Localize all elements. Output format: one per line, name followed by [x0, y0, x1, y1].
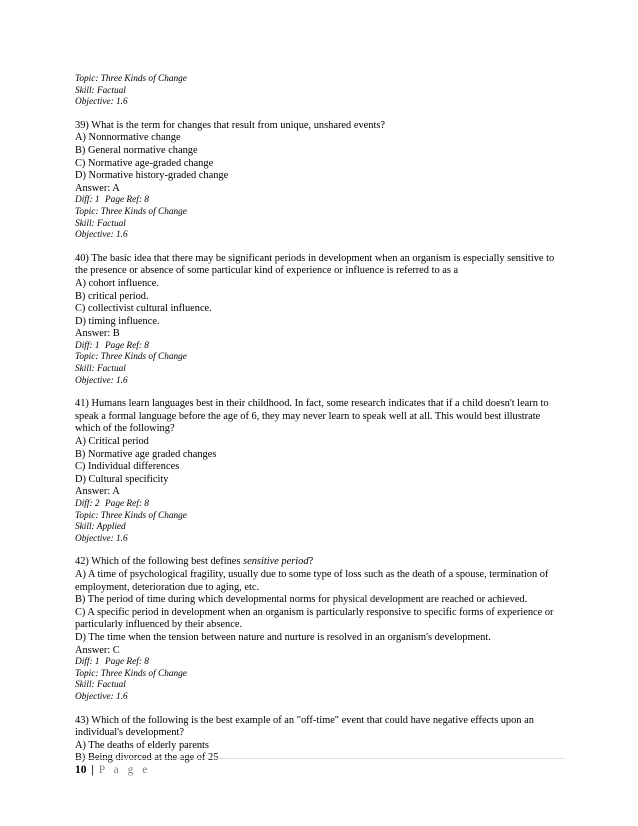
question-meta [75, 499, 565, 545]
answer-option: B) General normative change [75, 144, 198, 156]
meta-pageref: Page Ref: 8 [105, 195, 149, 206]
meta-objective: Objective: 1.6 [75, 97, 128, 108]
answer-option: A) Nonnormative change [75, 132, 181, 144]
header-meta [75, 74, 565, 109]
question-text: 40) The basic idea that there may be significant periods in development when an organism is especially sensitive to the presence or absence of some particular kind of experience or influence is referred to as a [75, 252, 555, 277]
answer-option: C) collectivist cultural influence. [75, 303, 212, 315]
page-label: P a g e [98, 764, 151, 776]
meta-topic: Topic: Three Kinds of Change [75, 510, 187, 521]
answer-option: C) Normative age-graded change [75, 157, 214, 169]
correct-answer: Answer: C [75, 644, 120, 656]
meta-diff: Diff: 2 [75, 499, 100, 509]
answer-option: D) The time when the tension between nature and nurture is resolved in an organism's development. [75, 631, 491, 643]
meta-topic: Topic: Three Kinds of Change [75, 352, 187, 363]
question-text: 39) What is the term for changes that result from unique, unshared events? [75, 119, 385, 131]
answer-option: B) The period of time during which developmental norms for physical development are reached or achieved. [75, 594, 528, 606]
meta-diff: Diff: 1 [75, 195, 100, 206]
meta-objective: Objective: 1.6 [75, 230, 128, 241]
question-text: 43) Which of the following is the best example of an "off-time" event that could have negative effects upon an individual's development? [75, 714, 534, 739]
correct-answer: Answer: A [75, 486, 120, 498]
meta-diff: Diff: 1 [75, 657, 100, 668]
answer-option: C) A specific period in development when an organism is particularly responsive to specific forms of experience or particularly influenced by their absence. [75, 606, 554, 631]
question-meta [75, 195, 565, 241]
question-text-start: 42) Which of the following best defines [75, 556, 244, 568]
meta-skill: Skill: Factual [75, 85, 126, 96]
meta-diff: Diff: 1 [75, 340, 100, 351]
meta-objective: Objective: 1.6 [75, 375, 128, 386]
answer-option: A) The deaths of elderly parents [75, 739, 209, 751]
answer-option: D) Normative history-graded change [75, 170, 229, 182]
meta-skill: Skill: Factual [75, 218, 126, 229]
meta-pageref: Page Ref: 8 [105, 499, 149, 509]
answer-option: A) cohort influence. [75, 277, 159, 289]
answer-option: A) A time of psychological fragility, usually due to some type of loss such as the death of a spouse, termination of employment, deterioration due to aging, etc. [75, 568, 549, 593]
meta-pageref: Page Ref: 8 [105, 657, 149, 668]
question-text: 41) Humans learn languages best in their childhood. In fact, some research indicates that if a child doesn't learn to speak a formal language before the age of 6, they may never learn to speak well at all. This would best illustrate which of the following? [75, 398, 549, 435]
question-block [75, 253, 565, 388]
meta-skill: Skill: Factual [75, 364, 126, 375]
answer-option: B) Normative age graded changes [75, 448, 217, 460]
meta-topic: Topic: Three Kinds of Change [75, 74, 187, 84]
answer-option: C) Individual differences [75, 461, 180, 473]
correct-answer: Answer: B [75, 328, 120, 340]
meta-topic: Topic: Three Kinds of Change [75, 668, 187, 679]
question-block [75, 120, 565, 242]
page-footer [75, 758, 565, 777]
correct-answer: Answer: A [75, 182, 120, 194]
page-content [75, 74, 565, 765]
meta-objective: Objective: 1.6 [75, 691, 128, 702]
question-meta [75, 341, 565, 387]
answer-option: D) timing influence. [75, 315, 160, 327]
answer-option: A) Critical period [75, 436, 149, 448]
answer-option: B) Being divorced at the age of 25 [75, 752, 219, 764]
answer-option: B) critical period. [75, 290, 149, 302]
meta-skill: Skill: Applied [75, 522, 126, 533]
meta-objective: Objective: 1.6 [75, 533, 128, 544]
footer-separator: | [91, 764, 94, 776]
answer-option: D) Cultural specificity [75, 473, 169, 485]
meta-pageref: Page Ref: 8 [105, 340, 149, 351]
question-text [75, 556, 565, 569]
meta-skill: Skill: Factual [75, 680, 126, 691]
question-block [75, 556, 565, 703]
question-term: sensitive period [243, 556, 309, 568]
question-text-end: ? [308, 556, 314, 568]
question-block [75, 398, 565, 545]
page-number: 10 [75, 764, 87, 776]
meta-topic: Topic: Three Kinds of Change [75, 206, 187, 217]
question-meta [75, 657, 565, 703]
